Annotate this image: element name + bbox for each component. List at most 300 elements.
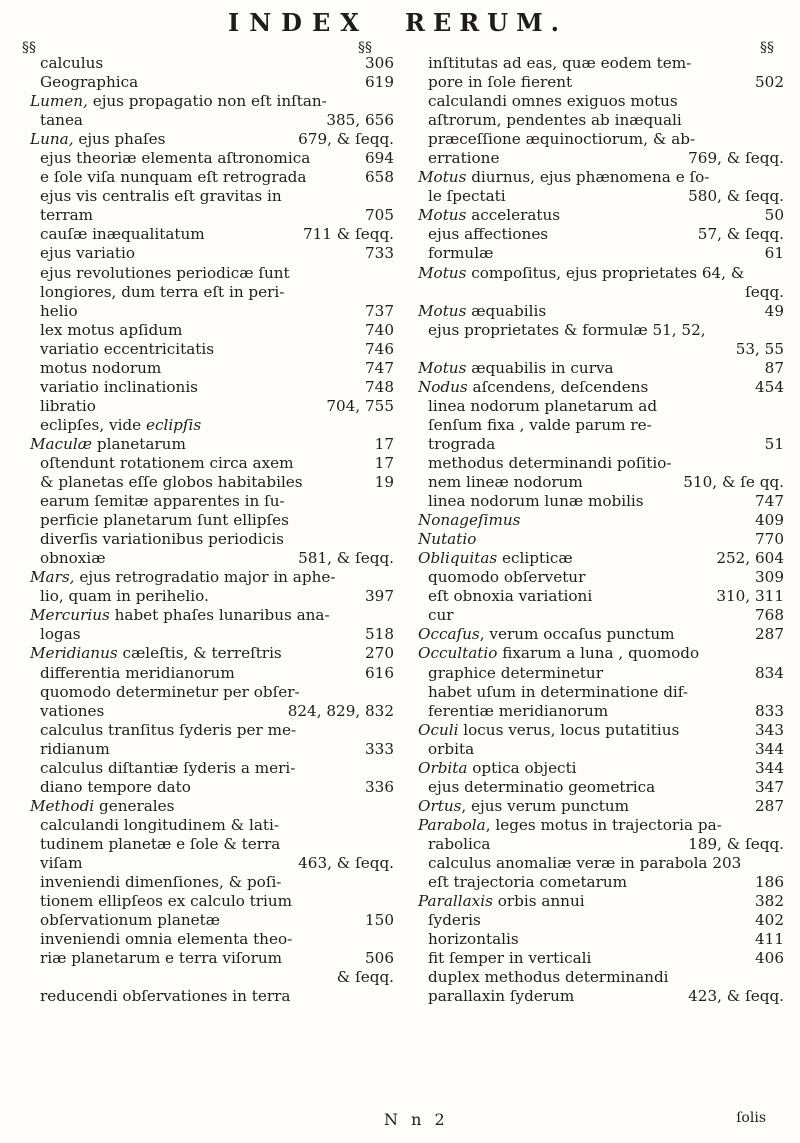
entry-headword: Orbita [418,758,468,777]
page-reference: 186 [755,873,784,892]
page-reference: 834 [755,663,784,682]
index-entry [418,892,784,911]
entry-text [30,568,335,587]
entry-text [428,473,583,492]
index-entry [418,264,784,283]
entry-text [428,949,591,968]
index-entry [418,549,784,568]
entry-text [40,187,282,206]
page-reference: 336 [365,777,394,796]
entry-body: oſtendunt rotationem circa axem [40,453,294,472]
index-subentry [418,340,784,359]
entry-headword: Maculæ [30,434,93,453]
page-reference: 510, & ſe qq. [683,473,784,492]
entry-text [40,73,138,92]
page-reference: 252, 604 [716,549,784,568]
entry-body: inveniendi omnia elementa theo- [40,930,293,949]
page-reference: 747 [755,492,784,511]
page-footer [0,1110,800,1136]
page-reference: 287 [755,796,784,815]
index-column-left [30,54,394,1006]
entry-body: eſt obnoxia variationi [428,587,593,606]
entry-headword: Lumen, [30,92,88,111]
entry-text [418,797,629,816]
entry-body: orbis annui [492,892,585,911]
entry-headword: Motus [418,358,467,377]
entry-body: ſyderis [428,911,481,930]
entry-body: variatio eccentricitatis [40,339,215,358]
index-entry [418,302,784,321]
entry-text [40,283,284,302]
page-reference: 411 [755,930,784,949]
page-reference: 737 [365,301,394,320]
page-reference: 61 [764,244,784,263]
index-entry [30,568,394,587]
entry-text [428,435,495,454]
index-subentry [418,987,784,1006]
entry-headword: Meridianus [30,644,118,663]
page-reference: 17 [374,434,394,453]
page-reference: 87 [764,358,784,377]
entry-body: præceſſione æquinoctiorum, & ab- [428,130,696,149]
entry-text [30,92,327,111]
index-subentry [30,759,394,778]
entry-body: tionem ellipſeos ex calculo trium [40,892,293,911]
index-entry [30,644,394,663]
entry-text [40,987,290,1006]
entry-text [428,854,741,873]
page-reference: 150 [365,911,394,930]
signature-mark: N n 2 [384,1110,449,1129]
entry-body: eſt trajectoria cometarum [428,873,628,892]
page-reference: & ſeqq. [336,968,394,987]
entry-cross-reference: eclipſis [145,415,202,434]
entry-body: calculus diſtantiæ ſyderis a meri- [40,758,296,777]
index-subentry [30,283,394,302]
index-entry [418,378,784,397]
entry-headword: Motus [418,301,467,320]
index-subentry [30,702,394,721]
entry-text [428,225,548,244]
entry-body: ejus affectiones [428,225,549,244]
entry-text [40,149,310,168]
index-subentry [30,683,394,702]
entry-body: duplex methodus determinandi [428,968,669,987]
page-reference: 581, & ſeqq. [298,549,394,568]
page-reference: 704, 755 [326,396,394,415]
index-entry [418,625,784,644]
page-reference: 423, & ſeqq. [688,987,784,1006]
entry-body: calculus tranſitus ſyderis per me- [40,720,297,739]
page-marker: §§ [22,40,36,56]
index-subentry [418,397,784,416]
entry-text [428,454,671,473]
entry-text [40,359,161,378]
catchword: ſolis [736,1110,766,1126]
entry-body: , ejus verum punctum [461,796,630,815]
entry-body: variatio inclinationis [40,377,198,396]
entry-text [418,168,709,187]
entry-body: planetarum [92,434,186,453]
entry-text [30,435,186,454]
page-reference: 287 [755,625,784,644]
index-subentry [30,854,394,873]
page-reference: 19 [374,473,394,492]
entry-body: earum ſemitæ apparentes in ſu- [40,492,285,511]
entry-text [418,359,614,378]
entry-text [428,130,695,149]
page-reference: 747 [365,358,394,377]
entry-body: , verum occaſus punctum [479,625,675,644]
index-subentry [30,302,394,321]
entry-body: optica objecti [467,758,577,777]
entry-body: motus nodorum [40,358,162,377]
index-subentry [30,816,394,835]
entry-body: logas [40,625,81,644]
index-subentry [30,721,394,740]
entry-body: calculus anomaliæ veræ in parabola 203 [428,853,742,872]
entry-text [428,740,474,759]
index-subentry [418,454,784,473]
entry-text [30,606,330,625]
entry-body: parallaxin ſyderum [428,987,575,1006]
index-subentry [30,949,394,968]
entry-body: rabolica [428,834,491,853]
entry-text [40,111,83,130]
entry-body: nem lineæ nodorum [428,473,583,492]
entry-body: linea nodorum planetarum ad [428,396,658,415]
index-subentry [418,149,784,168]
entry-headword: Nonageſimus [418,511,521,530]
index-subentry [418,435,784,454]
entry-body: vationes [40,701,105,720]
index-subentry [418,930,784,949]
index-subentry [30,416,394,435]
entry-text [40,225,205,244]
entry-text [418,549,573,568]
index-subentry [30,54,394,73]
index-subentry [30,968,394,987]
index-subentry [30,835,394,854]
entry-text [428,416,652,435]
page-reference: 344 [755,758,784,777]
index-subentry [418,416,784,435]
entry-body: longiores, dum terra eſt in peri- [40,282,285,301]
running-head-rerum: RERUM. [405,8,568,37]
index-subentry [30,664,394,683]
page-reference: 711 & ſeqq. [302,225,394,244]
index-subentry [418,702,784,721]
entry-headword: Motus [418,168,467,187]
index-subentry [30,454,394,473]
entry-text [40,511,289,530]
entry-body: diurnus, ejus phænomena e ſo- [466,168,710,187]
entry-text [40,702,104,721]
index-subentry [30,987,394,1006]
page-reference: 270 [365,644,394,663]
entry-body: ejus revolutiones periodicæ ſunt [40,263,290,282]
index-subentry [418,321,784,340]
page-reference: 769, & ſeqq. [688,149,784,168]
entry-body: calculandi omnes exiguos motus [428,92,678,111]
index-subentry [418,54,784,73]
index-subentry [418,73,784,92]
index-subentry [30,930,394,949]
index-subentry [30,549,394,568]
entry-headword: Motus [418,206,467,225]
index-subentry [30,264,394,283]
page-reference: 619 [365,73,394,92]
entry-body: cæleſtis, & terreſtris [117,644,282,663]
page-reference: 580, & ſeqq. [688,187,784,206]
entry-body: æquabilis [466,301,547,320]
entry-text [428,873,627,892]
entry-body: ejus retrogradatio major in aphe- [74,568,336,587]
index-subentry [418,778,784,797]
entry-body: trograda [428,434,496,453]
entry-text [40,854,83,873]
index-subentry [30,225,394,244]
index-entry [418,797,784,816]
index-subentry [418,587,784,606]
index-subentry [30,873,394,892]
index-subentry [30,359,394,378]
entry-body: inſtitutas ad eas, quæ eodem tem- [428,54,692,72]
entry-headword: Occultatio [418,644,498,663]
entry-text [428,111,682,130]
page-reference: 694 [365,149,394,168]
index-subentry [418,835,784,854]
entry-body: e ſole viſa nunquam eſt retrograda [40,168,307,187]
entry-body: libratio [40,396,96,415]
index-subentry [418,968,784,987]
index-subentry [418,283,784,302]
entry-body: horizontalis [428,930,519,949]
index-subentry [30,244,394,263]
entry-body: ſenſum fixa , valde parum re- [428,415,652,434]
entry-text [40,244,135,263]
entry-text [40,397,96,416]
entry-text [30,797,174,816]
index-subentry [30,397,394,416]
entry-text [40,759,295,778]
page-reference: 347 [755,777,784,796]
page-reference: 382 [755,892,784,911]
page-reference: 57, & ſeqq. [697,225,784,244]
page-reference: 17 [374,453,394,472]
entry-body: calculandi longitudinem & lati- [40,815,279,834]
column-marker-left: §§ [358,40,372,56]
page-reference: 733 [365,244,394,263]
entry-text [428,187,506,206]
entry-text [40,587,209,606]
entry-text [40,416,201,435]
index-subentry [30,206,394,225]
entry-text [428,702,608,721]
entry-text [40,911,220,930]
index-subentry [30,168,394,187]
entry-body: perficie planetarum ſunt ellipſes [40,511,289,530]
entry-body: inveniendi dimenſiones, & poſi- [40,873,282,892]
index-subentry [30,587,394,606]
entry-headword: Mercurius [30,606,110,625]
page-reference: 748 [365,377,394,396]
index-entry [418,644,784,663]
entry-text [40,378,198,397]
entry-text [40,778,191,797]
entry-text [30,644,282,663]
entry-body: ejus phaſes [73,130,166,149]
entry-text [40,625,81,644]
page-reference: 824, 829, 832 [287,701,394,720]
entry-body: calculus [40,54,104,72]
entry-body: graphice determinetur [428,663,603,682]
index-subentry [418,664,784,683]
entry-body: aſtrorum, pendentes ab inæquali [428,111,682,130]
index-subentry [30,511,394,530]
entry-body: diano tempore dato [40,777,191,796]
index-subentry [418,111,784,130]
entry-text [40,873,281,892]
page-reference: 310, 311 [716,587,784,606]
entry-text [428,568,585,587]
entry-text [428,92,678,111]
entry-headword: Luna, [30,130,74,149]
page-reference: 658 [365,168,394,187]
index-subentry [418,740,784,759]
entry-body: ridianum [40,739,110,758]
page-reference: 402 [755,911,784,930]
entry-body: habet phaſes lunaribus ana- [109,606,330,625]
entry-text [40,835,280,854]
entry-text [40,930,292,949]
index-subentry [30,473,394,492]
entry-body: riæ planetarum e terra viſorum [40,949,283,968]
entry-text [418,759,577,778]
page-reference: 679, & ſeqq. [298,130,394,149]
page-reference: 53, 55 [735,339,784,358]
entry-text [30,130,165,149]
entry-text [40,530,284,549]
entry-headword: Mars, [30,568,75,587]
page-reference: 746 [365,339,394,358]
entry-body: differentia meridianorum [40,663,235,682]
index-entry [418,168,784,187]
entry-body: obnoxiæ [40,549,106,568]
page-reference: 385, 656 [326,111,394,130]
entry-text [418,721,679,740]
entry-text [428,492,644,511]
entry-text [428,664,603,683]
index-subentry [418,949,784,968]
page-reference: 506 [365,949,394,968]
entry-text [428,683,688,702]
page-reference: 309 [755,568,784,587]
entry-body: æquabilis in curva [466,358,614,377]
index-subentry [30,625,394,644]
index-subentry [30,892,394,911]
entry-text [40,492,285,511]
entry-body: ejus proprietates & formulæ 51, 52, [428,320,706,339]
entry-body: lex motus apſidum [40,320,183,339]
entry-text [428,778,655,797]
page-reference: 770 [755,530,784,549]
index-subentry [418,225,784,244]
entry-text [428,73,572,92]
entry-text [40,321,182,340]
entry-body: , leges motus in trajectoria pa- [485,815,722,834]
entry-text [428,930,519,949]
entry-text [418,378,648,397]
entry-body: viſam [40,853,83,872]
page-reference: 409 [755,511,784,530]
index-entry [418,759,784,778]
entry-headword: Parabola [418,815,486,834]
page-reference: 333 [365,739,394,758]
index-entry [418,816,784,835]
running-head-index: INDEX [228,8,369,37]
index-subentry [30,378,394,397]
entry-text [40,683,300,702]
page-reference: ſeqq. [745,282,784,301]
index-entry [30,130,394,149]
index-subentry [30,187,394,206]
index-subentry [30,111,394,130]
entry-text [418,206,560,225]
entry-headword: Obliquitas [418,549,498,568]
index-subentry [30,149,394,168]
index-subentry [418,244,784,263]
entry-text [40,54,103,73]
entry-body: cur [428,606,454,625]
index-subentry [30,911,394,930]
entry-body: ejus variatio [40,244,136,263]
entry-text [40,664,235,683]
index-entry [418,721,784,740]
entry-body: obſervationum planetæ [40,911,221,930]
page-reference: 454 [755,377,784,396]
entry-text [40,949,282,968]
entry-text [40,264,290,283]
entry-body: fixarum a luna , quomodo [497,644,700,663]
entry-body: & planetas eſſe globos habitabiles [40,473,303,492]
entry-text [428,911,481,930]
entry-body: aſcendens, deſcendens [467,377,649,396]
entry-body: diverſis variationibus periodicis [40,530,284,549]
entry-headword: Occaſus [418,625,480,644]
entry-text [40,816,279,835]
entry-text [428,606,454,625]
index-subentry [30,740,394,759]
entry-text [40,892,292,911]
entry-text [428,149,499,168]
entry-body: linea nodorum lunæ mobilis [428,492,644,511]
entry-body: orbita [428,739,475,758]
entry-text [40,721,296,740]
entry-headword: Ortus [418,796,462,815]
index-subentry [30,321,394,340]
index-subentry [418,187,784,206]
page-reference: 518 [365,625,394,644]
page-reference: 343 [755,720,784,739]
index-subentry [418,473,784,492]
page-reference: 616 [365,663,394,682]
entry-headword: Nutatio [418,530,477,549]
entry-text [418,511,520,530]
entry-body: tanea [40,111,83,130]
index-entry [30,606,394,625]
entry-text [428,244,493,263]
